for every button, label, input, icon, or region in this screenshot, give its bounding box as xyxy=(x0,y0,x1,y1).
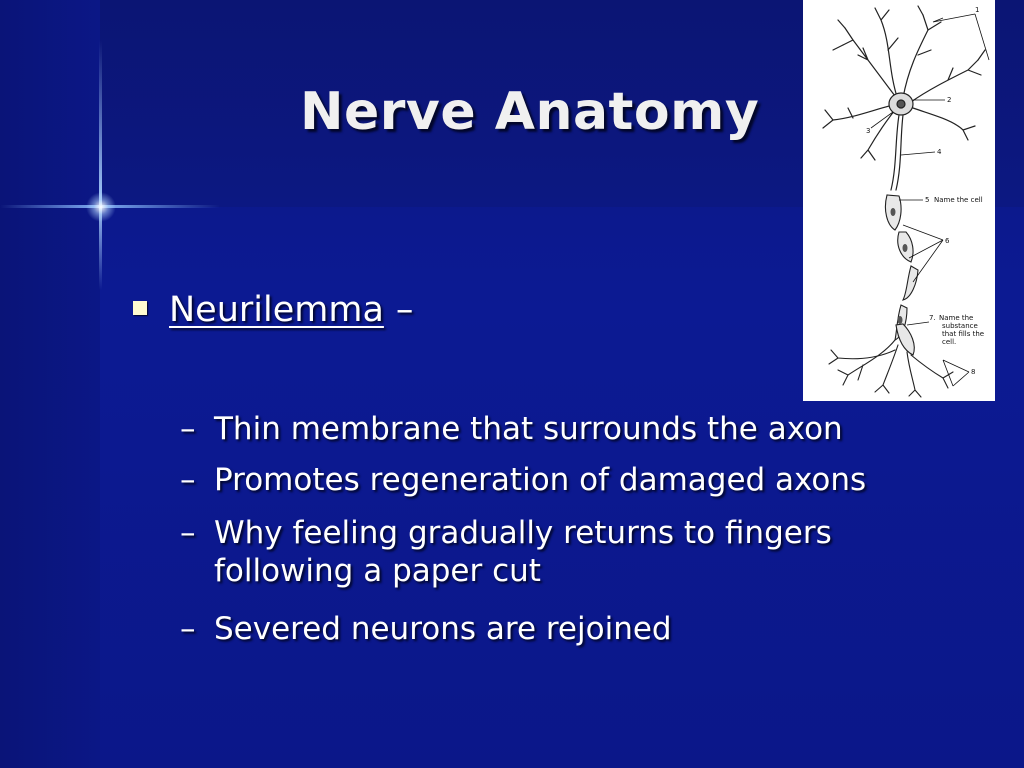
sub-point xyxy=(180,514,832,590)
sub-point-text-continued: following a paper cut xyxy=(214,553,541,589)
main-bullet xyxy=(133,290,413,330)
bullet-dash: – xyxy=(395,290,414,330)
diagram-label-5-text: Name the cell xyxy=(934,196,983,204)
diagram-label-7: 7. xyxy=(929,314,936,322)
diagram-label-4: 4 xyxy=(937,148,942,156)
sub-dash: – xyxy=(180,462,196,498)
sub-point xyxy=(180,461,866,499)
sub-point-text: Why feeling gradually returns to fingers xyxy=(214,515,832,551)
diagram-label-5: 5 xyxy=(925,196,930,204)
sub-point xyxy=(180,610,672,648)
diagram-label-3: 3 xyxy=(866,127,871,135)
neuron-diagram-svg xyxy=(803,0,995,401)
diagram-label-7-line1: Name the xyxy=(939,314,974,322)
bullet-square-icon xyxy=(133,301,147,315)
diagram-label-8: 8 xyxy=(971,368,976,376)
sub-dash: – xyxy=(180,515,196,551)
neuron-diagram xyxy=(803,0,995,401)
light-streak-vertical xyxy=(99,40,102,290)
diagram-label-2: 2 xyxy=(947,96,952,104)
diagram-label-1: 1 xyxy=(975,6,980,14)
sub-point xyxy=(180,410,843,448)
sub-point-text: Severed neurons are rejoined xyxy=(214,611,672,647)
slide-title: Nerve Anatomy xyxy=(300,82,760,142)
sub-dash: – xyxy=(180,411,196,447)
sub-point-text: Promotes regeneration of damaged axons xyxy=(214,462,867,498)
sparkle-decoration xyxy=(86,192,116,222)
sub-point-text: Thin membrane that surrounds the axon xyxy=(214,411,843,447)
sub-dash: – xyxy=(180,611,196,647)
diagram-label-7-line4: cell. xyxy=(942,338,957,346)
diagram-label-6: 6 xyxy=(945,237,950,245)
left-band-decoration xyxy=(0,0,100,768)
diagram-label-7-line2: substance xyxy=(942,322,978,330)
bullet-term: Neurilemma xyxy=(169,290,384,330)
diagram-label-7-line3: that fills the xyxy=(942,330,985,338)
